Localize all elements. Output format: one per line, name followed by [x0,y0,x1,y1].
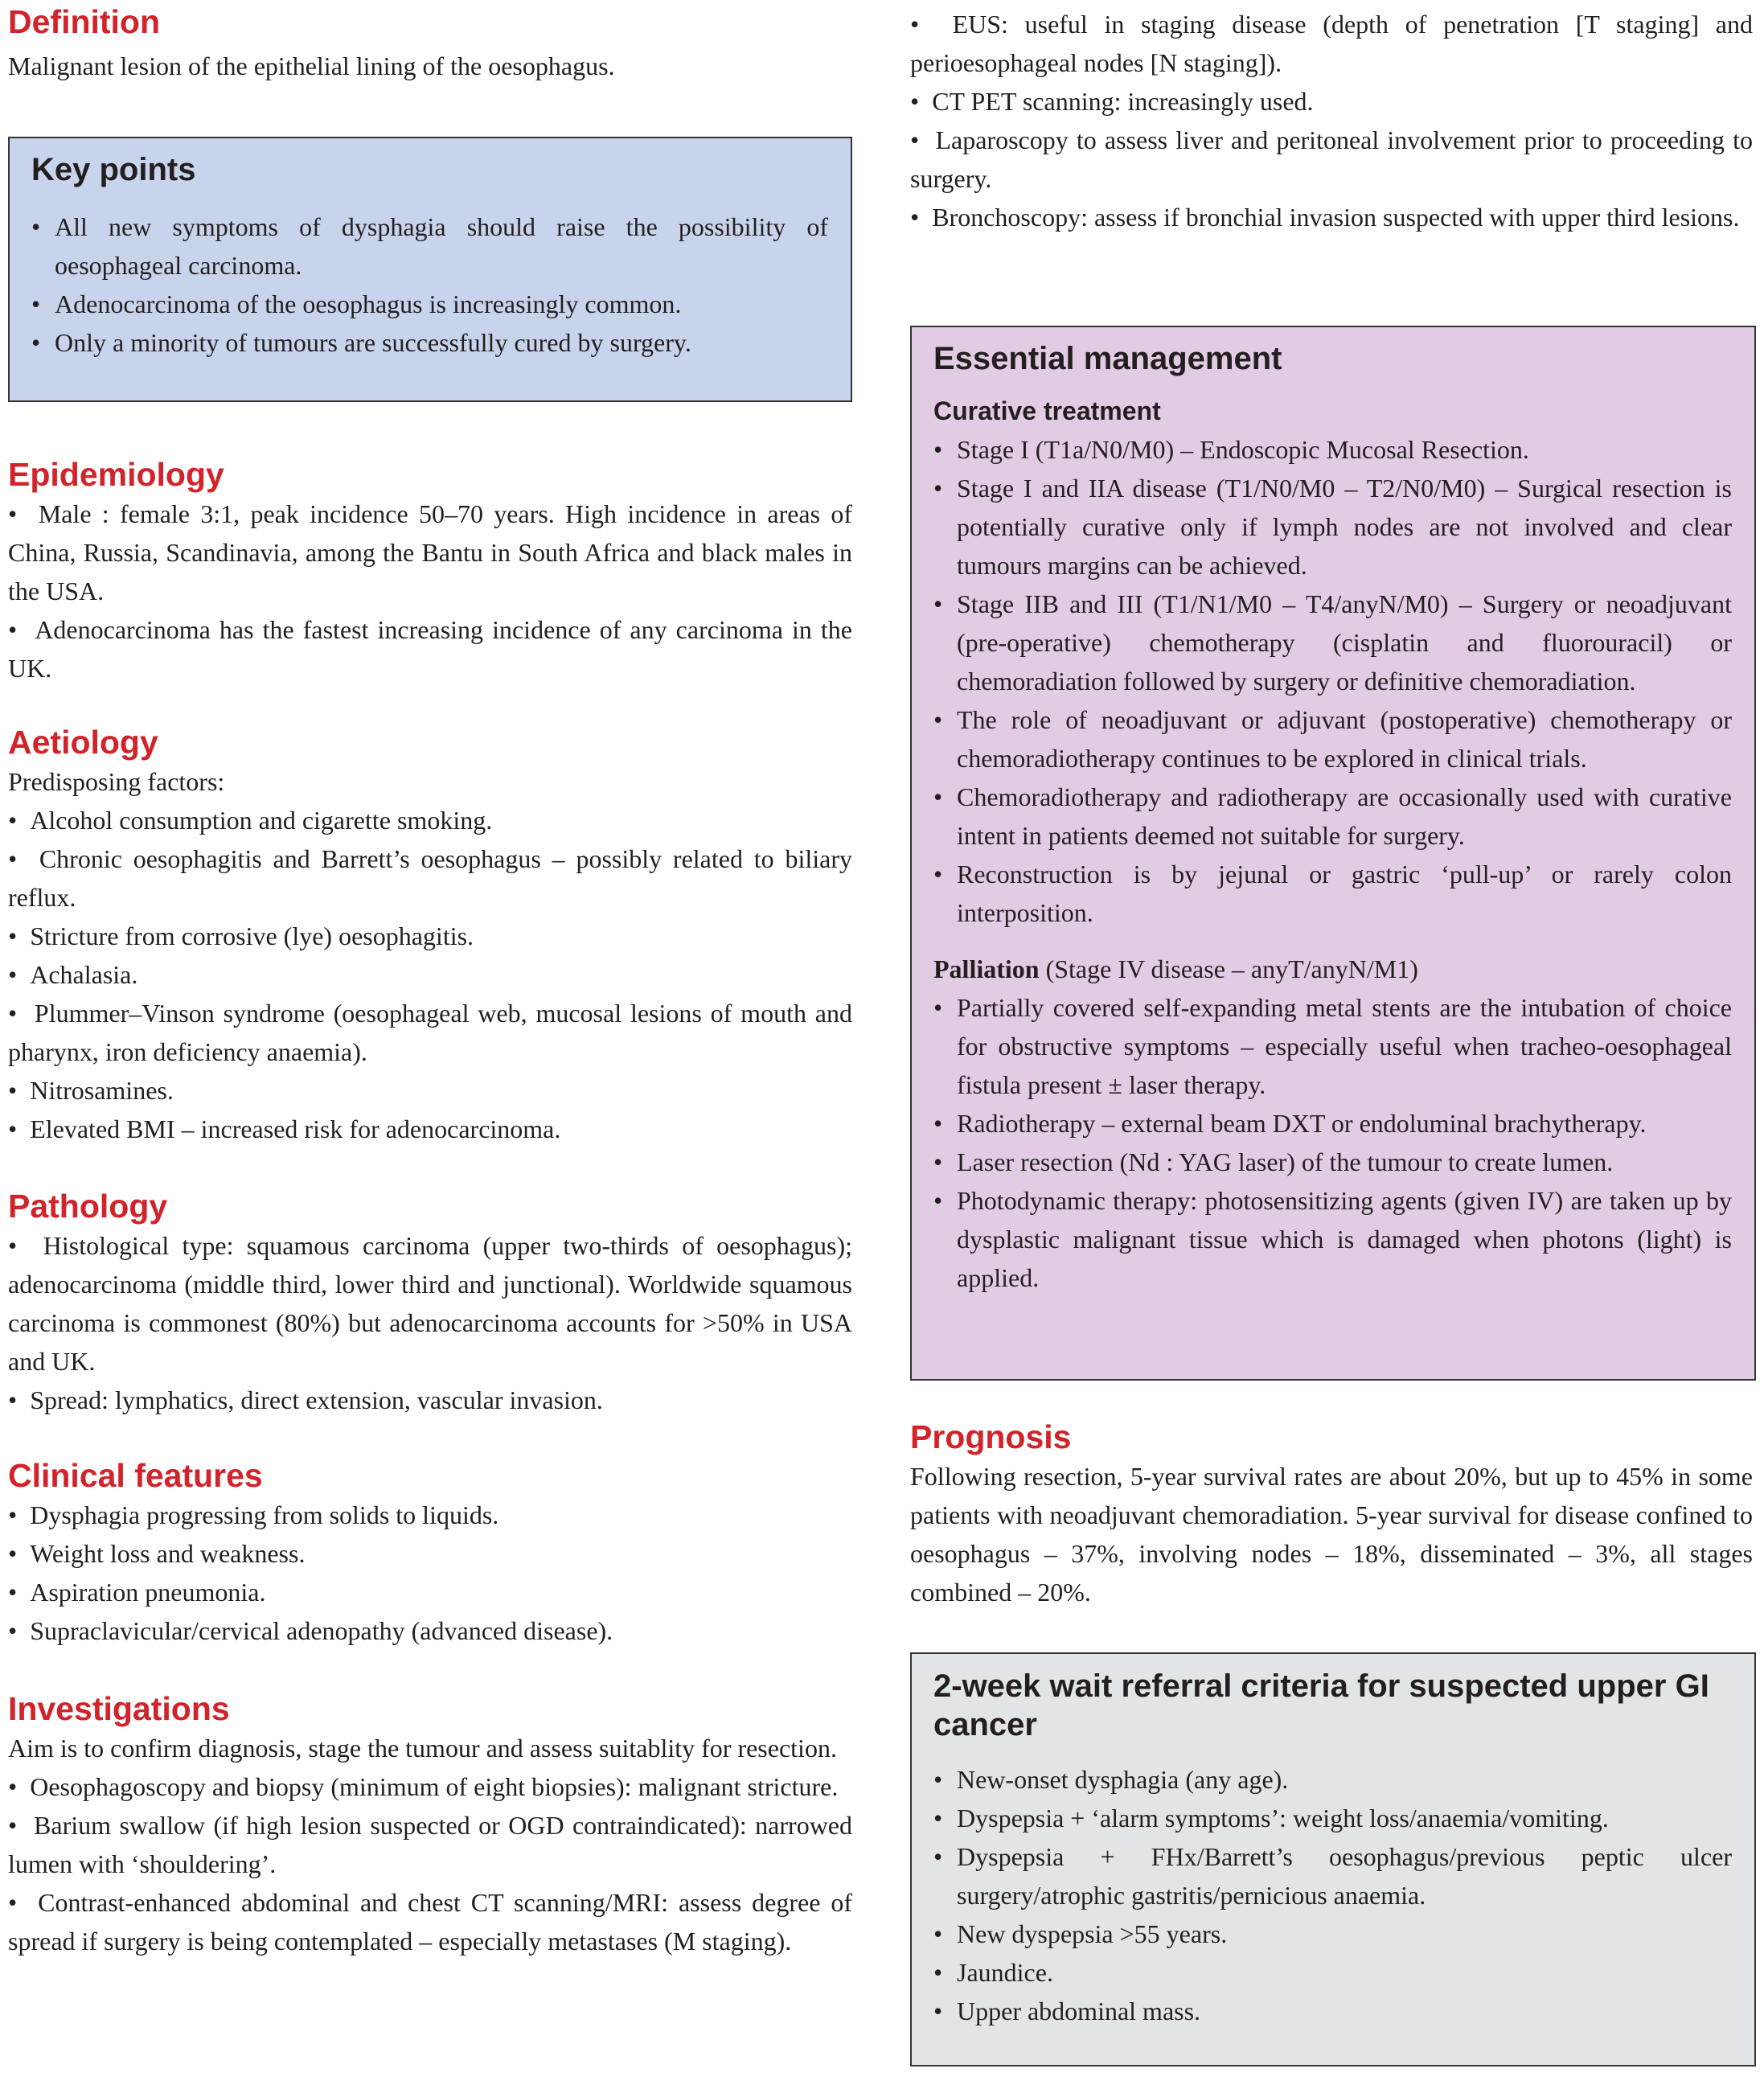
palliation-line [933,950,1732,988]
palliation-sub: (Stage IV disease – anyT/anyN/M1) [1045,954,1418,983]
list-item: • CT PET scanning: increasingly used. [910,82,1753,121]
list-item: • Stage I and IIA disease (T1/N0/M0 – T2/N0/M0) – Surgical resection is potentially curative only if lymph nodes are not involved and clear tumours margins can be achieved. [933,469,1732,585]
referral-criteria-box [910,1652,1756,2066]
list-item: • Contrast-enhanced abdominal and chest CT scanning/MRI: assess degree of spread if surgery is being contemplated – especially metastases (M staging). [8,1883,852,1960]
list-item: • Spread: lymphatics, direct extension, vascular invasion. [8,1381,852,1419]
list-item: • Histological type: squamous carcinoma (upper two-thirds of oesophagus); adenocarcinoma (middle third, lower third and junctional). Worldwide squamous carcinoma is commonest (80%) but adenocarcinoma accounts for >50% in USA and UK. [8,1226,852,1381]
key-points-title: Key points [31,152,196,187]
referral-list [933,1760,1732,2030]
list-item: • Laparoscopy to assess liver and peritoneal involvement prior to proceeding to surgery. [910,121,1753,198]
investigations-section [8,1689,852,1960]
list-item: • All new symptoms of dysphagia should raise the possibility of oesophageal carcinoma. [31,207,828,285]
key-points-box [8,137,852,402]
list-item: • New-onset dysphagia (any age). [933,1760,1732,1799]
investigations-intro: Aim is to confirm diagnosis, stage the tumour and assess suitablity for resection. [8,1734,837,1763]
list-item: • The role of neoadjuvant or adjuvant (postoperative) chemotherapy or chemoradiotherapy continues to be explored in clinical trials. [933,700,1732,778]
definition-section [8,2,852,85]
aetiology-heading: Aetiology [8,724,158,761]
list-item: • Adenocarcinoma of the oesophagus is increasingly common. [31,285,828,323]
left-column [8,0,852,2089]
list-item: • Jaundice. [933,1953,1732,1992]
list-item: • Laser resection (Nd : YAG laser) of the tumour to create lumen. [933,1143,1732,1181]
list-item: • Chemoradiotherapy and radiotherapy are occasionally used with curative intent in patients deemed not suitable for surgery. [933,778,1732,855]
palliation-heading: Palliation [933,954,1040,983]
clinical-features-heading: Clinical features [8,1457,263,1494]
list-item: • Dyspepsia + ‘alarm symptoms’: weight loss/anaemia/vomiting. [933,1799,1732,1837]
essential-management-box [910,326,1756,1381]
list-item: • Supraclavicular/cervical adenopathy (advanced disease). [8,1611,852,1650]
list-item: • New dyspepsia >55 years. [933,1915,1732,1953]
list-item: • Bronchoscopy: assess if bronchial invasion suspected with upper third lesions. [910,198,1753,236]
list-item: • Radiotherapy – external beam DXT or endoluminal brachytherapy. [933,1104,1732,1143]
list-item: • Dyspepsia + FHx/Barrett’s oesophagus/previous peptic ulcer surgery/atrophic gastritis/pernicious anaemia. [933,1837,1732,1915]
list-item: • Achalasia. [8,955,852,994]
right-column [910,0,1753,2089]
key-points-list [31,207,828,362]
investigations-heading: Investigations [8,1690,230,1727]
definition-heading: Definition [8,3,161,40]
list-item: • Weight loss and weakness. [8,1534,852,1573]
list-item: • Stage IIB and III (T1/N1/M0 – T4/anyN/M0) – Surgery or neoadjuvant (pre-operative) chemotherapy (cisplatin and fluorouracil) or chemoradiation followed by surgery or definitive chemoradiation. [933,585,1732,700]
list-item: • Nitrosamines. [8,1071,852,1110]
list-item: • Oesophagoscopy and biopsy (minimum of eight biopsies): malignant stricture. [8,1767,852,1806]
list-item: • Partially covered self-expanding metal stents are the intubation of choice for obstructive symptoms – especially useful when tracheo-oesophageal fistula present ± laser therapy. [933,988,1732,1104]
pathology-section [8,1186,852,1419]
list-item: • Stricture from corrosive (lye) oesophagitis. [8,917,852,955]
prognosis-section [910,1417,1753,1611]
list-item: • Dysphagia progressing from solids to liquids. [8,1496,852,1534]
list-item: • Barium swallow (if high lesion suspected or OGD contraindicated): narrowed lumen with ‘shouldering’. [8,1806,852,1883]
list-item: • Plummer–Vinson syndrome (oesophageal web, mucosal lesions of mouth and pharynx, iron deficiency anaemia). [8,994,852,1071]
list-item: • Only a minority of tumours are successfully cured by surgery. [31,323,828,362]
pathology-heading: Pathology [8,1188,168,1225]
list-item: • EUS: useful in staging disease (depth of penetration [T staging] and perioesophageal nodes [N staging]). [910,5,1753,82]
list-item: • Chronic oesophagitis and Barrett’s oesophagus – possibly related to biliary reflux. [8,839,852,917]
definition-text: Malignant lesion of the epithelial lining of the oesophagus. [8,51,615,80]
management-title: Essential management [933,341,1282,376]
palliation-list [933,988,1732,1297]
clinical-features-section [8,1455,852,1650]
list-item: • Alcohol consumption and cigarette smoking. [8,801,852,839]
list-item: • Male : female 3:1, peak incidence 50–70 years. High incidence in areas of China, Russia, Scandinavia, among the Bantu in South Africa and black males in the USA. [8,495,852,610]
list-item: • Elevated BMI – increased risk for adenocarcinoma. [8,1110,852,1148]
curative-heading: Curative treatment [933,396,1161,425]
curative-list [933,430,1732,932]
prognosis-text: Following resection, 5-year survival rates are about 20%, but up to 45% in some patients with neoadjuvant chemoradiation. 5-year survival for disease confined to oesophagus – 37%, involving nodes – 18%, disseminated – 3%, all stages combined – 20%. [910,1462,1753,1607]
epidemiology-heading: Epidemiology [8,456,224,493]
list-item: • Aspiration pneumonia. [8,1573,852,1611]
aetiology-intro: Predisposing factors: [8,767,225,796]
list-item: • Upper abdominal mass. [933,1992,1732,2030]
list-item: • Adenocarcinoma has the fastest increasing incidence of any carcinoma in the UK. [8,610,852,687]
list-item: • Stage I (T1a/N0/M0) – Endoscopic Mucosal Resection. [933,430,1732,469]
list-item: • Photodynamic therapy: photosensitizing agents (given IV) are taken up by dysplastic malignant tissue which is damaged when photons (light) is applied. [933,1181,1732,1297]
referral-title: 2-week wait referral criteria for suspected upper GI cancer [933,1668,1709,1742]
aetiology-section [8,722,852,1148]
list-item: • Reconstruction is by jejunal or gastric ‘pull-up’ or rarely colon interposition. [933,855,1732,932]
prognosis-heading: Prognosis [910,1418,1072,1455]
investigations-continued [910,5,1753,236]
epidemiology-section [8,454,852,687]
